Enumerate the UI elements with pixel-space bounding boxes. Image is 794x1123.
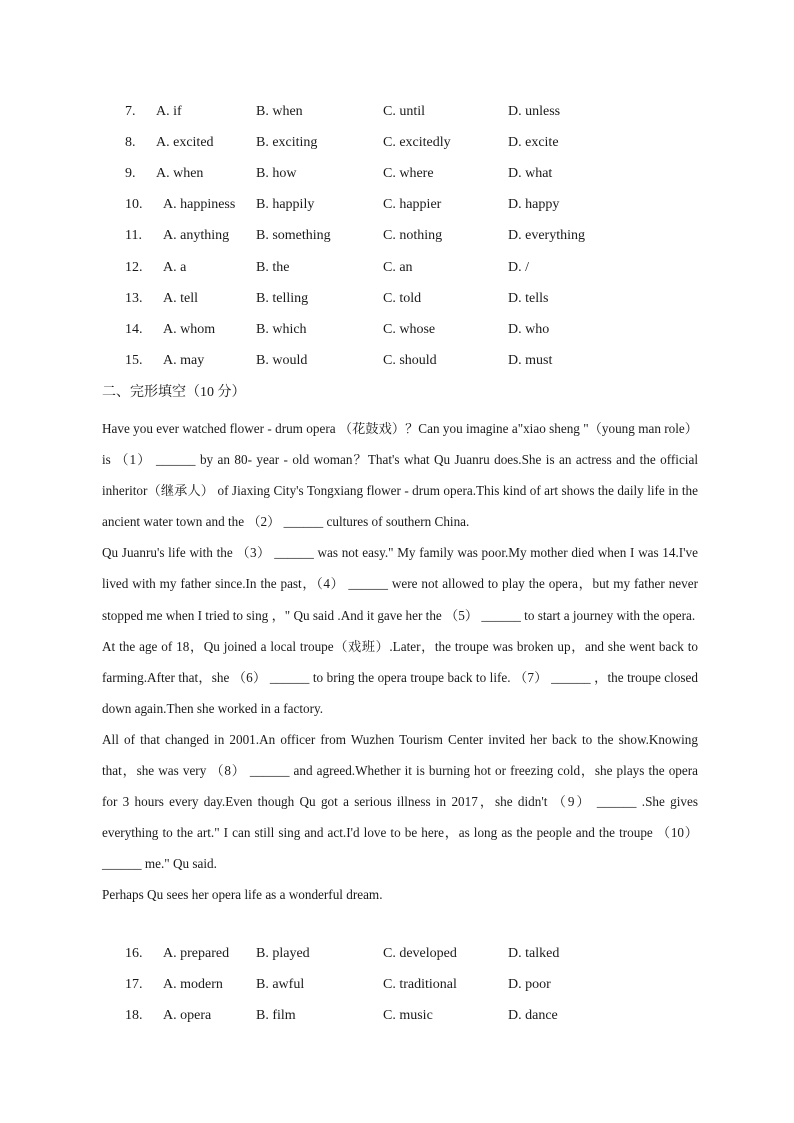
question-number: 18. (125, 1008, 143, 1023)
option-c: C. whose (383, 322, 436, 337)
question-row (0, 133, 794, 153)
option-d: D. dance (508, 1008, 558, 1023)
option-b: B. happily (256, 197, 315, 212)
option-a: A. when (156, 166, 204, 181)
option-b: B. how (256, 166, 297, 181)
passage-paragraph: Have you ever watched flower - drum opera （花鼓戏）？Can you imagine a"xiao sheng "（young man role） is （1） ______ by an 80- year - old woman？That's what Qu Juanru does.She is an actress and the official inheritor（继承人） of Jiaxing City's Tongxiang flower - drum opera.This kind of art shows the daily life in the ancient water town and the （2） ______ cultures of southern China. (102, 421, 698, 530)
option-b: B. awful (256, 977, 305, 992)
option-d: D. excite (508, 135, 559, 150)
option-b: B. film (256, 1008, 296, 1023)
question-row (0, 944, 794, 964)
question-row (0, 102, 794, 122)
question-row (0, 258, 794, 278)
option-a: A. prepared (163, 946, 230, 961)
option-c: C. until (383, 104, 426, 119)
question-row (0, 289, 794, 309)
option-b: B. something (256, 228, 331, 243)
option-d: D. who (508, 322, 550, 337)
option-d: D. / (508, 260, 529, 275)
question-number: 15. (125, 353, 143, 368)
option-b: B. telling (256, 291, 309, 306)
option-d: D. unless (508, 104, 561, 119)
question-row (0, 975, 794, 995)
option-b: B. when (256, 104, 303, 119)
option-a: A. anything (163, 228, 230, 243)
question-number: 11. (125, 228, 142, 243)
question-number: 16. (125, 946, 143, 961)
passage-paragraph: Qu Juanru's life with the （3） ______ was not easy." My family was poor.My mother died when I was 14.I've lived with my father since.In the past，（4） ______ were not allowed to play the opera，but my father never stopped me when I tried to sing ，" Qu said .And it gave her the （5） ______ to start a journey with the opera. (102, 545, 698, 623)
option-c: C. excitedly (383, 135, 451, 150)
question-row (0, 320, 794, 340)
question-row (0, 351, 794, 371)
option-c: C. should (383, 353, 437, 368)
cloze-passage (102, 413, 698, 911)
question-number: 7. (125, 104, 136, 119)
option-c: C. told (383, 291, 422, 306)
option-c: C. traditional (383, 977, 457, 992)
section-title: 二、完形填空（10 分） (102, 385, 246, 400)
option-c: C. nothing (383, 228, 443, 243)
option-c: C. music (383, 1008, 433, 1023)
option-d: D. happy (508, 197, 560, 212)
option-b: B. played (256, 946, 310, 961)
option-b: B. which (256, 322, 307, 337)
question-row (0, 226, 794, 246)
question-number: 14. (125, 322, 143, 337)
option-a: A. modern (163, 977, 223, 992)
option-a: A. happiness (163, 197, 236, 212)
option-a: A. whom (163, 322, 216, 337)
option-d: D. everything (508, 228, 585, 243)
question-number: 17. (125, 977, 143, 992)
passage-paragraph: At the age of 18，Qu joined a local troupe（戏班）.Later，the troupe was broken up，and she went back to farming.After that，she （6） ______ to bring the opera troupe back to life. （7） ______ ，the troupe closed down again.Then she worked in a factory. (102, 638, 698, 716)
option-b: B. the (256, 260, 290, 275)
option-c: C. developed (383, 946, 457, 961)
option-b: B. would (256, 353, 308, 368)
option-b: B. exciting (256, 135, 318, 150)
option-d: D. tells (508, 291, 549, 306)
question-row (0, 195, 794, 215)
option-a: A. may (163, 353, 205, 368)
option-a: A. opera (163, 1008, 212, 1023)
option-c: C. where (383, 166, 434, 181)
option-d: D. what (508, 166, 553, 181)
passage-paragraph: All of that changed in 2001.An officer from Wuzhen Tourism Center invited her back to the show.Knowing that，she was very （8） ______ and agreed.Whether it is burning hot or freezing cold，she plays the opera for 3 hours every day.Even though Qu got a serious illness in 2017，she didn't （9） ______ .She gives everything to the art." I can still sing and act.I'd love to be here，as long as the people and the troupe （10） ______ me." Qu said. (102, 731, 698, 872)
passage-paragraph: Perhaps Qu sees her opera life as a wonderful dream. (102, 887, 383, 903)
question-row (0, 164, 794, 184)
question-number: 13. (125, 291, 143, 306)
question-number: 8. (125, 135, 136, 150)
option-a: A. if (156, 104, 182, 119)
option-c: C. happier (383, 197, 442, 212)
option-a: A. a (163, 260, 187, 275)
option-c: C. an (383, 260, 413, 275)
option-d: D. poor (508, 977, 551, 992)
option-d: D. must (508, 353, 553, 368)
question-number: 10. (125, 197, 143, 212)
question-number: 12. (125, 260, 143, 275)
option-d: D. talked (508, 946, 560, 961)
question-number: 9. (125, 166, 136, 181)
option-a: A. tell (163, 291, 198, 306)
question-row (0, 1006, 794, 1026)
option-a: A. excited (156, 135, 214, 150)
